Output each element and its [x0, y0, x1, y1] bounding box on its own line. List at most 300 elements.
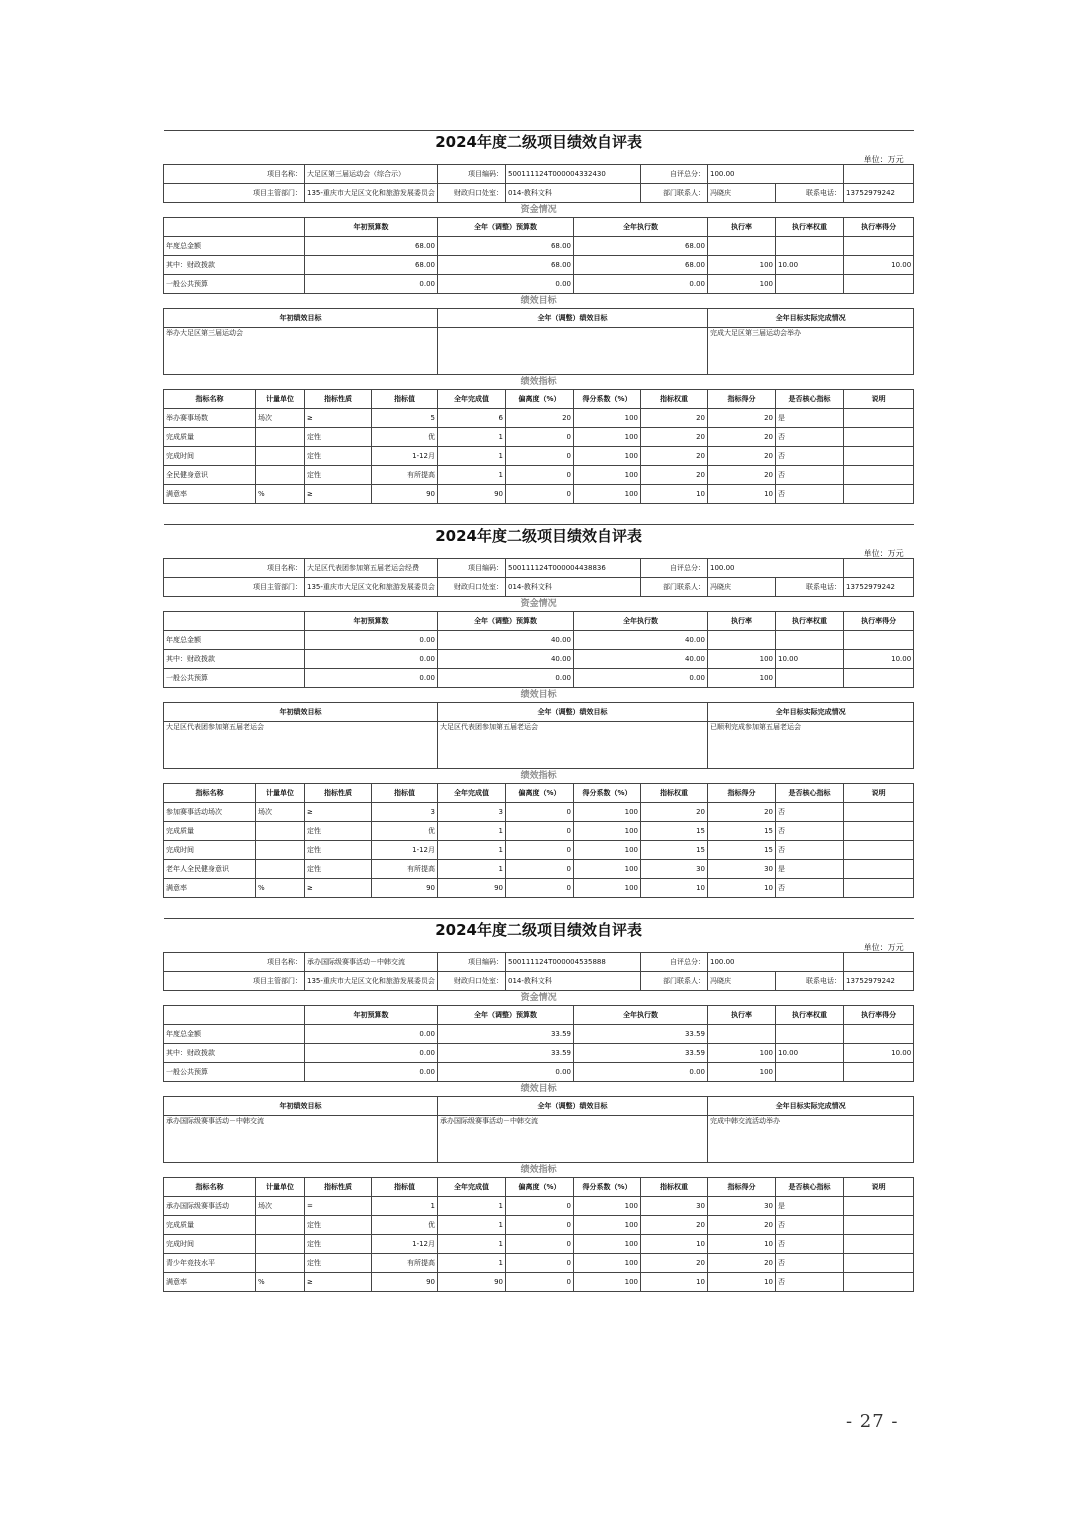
- indicator-cell: 满意率: [164, 879, 256, 898]
- indicator-cell: [844, 1197, 914, 1216]
- indicator-cell: 100: [574, 803, 641, 822]
- indicator-cell: 1: [372, 1197, 438, 1216]
- indicator-section-title: 绩效指标: [164, 1163, 914, 1178]
- dept-value: 135-重庆市大足区文化和旅游发展委员会: [305, 184, 438, 203]
- indicator-cell: 0: [506, 803, 574, 822]
- table-row: [164, 803, 914, 822]
- fund-value: 33.59: [574, 1025, 708, 1044]
- goal-text: 完成大足区第三届运动会举办: [708, 328, 914, 375]
- indicator-cell: [256, 447, 305, 466]
- table-row: [164, 428, 914, 447]
- indicator-cell: 20: [708, 1254, 776, 1273]
- indicator-cell: 否: [776, 428, 844, 447]
- fund-column-header: 执行率: [708, 218, 776, 237]
- indicator-cell: 0: [506, 841, 574, 860]
- indicator-cell: 0: [506, 1216, 574, 1235]
- indicator-column-header: 说明: [844, 390, 914, 409]
- indicator-cell: 10: [708, 879, 776, 898]
- goal-column-header: 全年（调整）绩效目标: [438, 309, 708, 328]
- indicator-cell: [844, 803, 914, 822]
- indicator-cell: 完成时间: [164, 447, 256, 466]
- indicator-cell: [844, 447, 914, 466]
- indicator-cell: 100: [574, 860, 641, 879]
- indicator-cell: 举办赛事场数: [164, 409, 256, 428]
- indicator-cell: 15: [708, 822, 776, 841]
- finance-office-value: 014-教科文科: [506, 578, 641, 597]
- fund-column-header: 执行率得分: [844, 218, 914, 237]
- fund-value: 40.00: [438, 631, 574, 650]
- fund-value: [844, 237, 914, 256]
- goal-column-header: 全年目标实际完成情况: [708, 309, 914, 328]
- fund-value: [776, 275, 844, 294]
- indicator-cell: 30: [641, 860, 708, 879]
- unit-label: 单位：万元: [863, 549, 904, 558]
- indicator-cell: 30: [708, 1197, 776, 1216]
- indicator-column-header: 指标名称: [164, 1178, 256, 1197]
- fund-column-header: 全年执行数: [574, 1006, 708, 1025]
- project-code-value: 500111124T000004332430: [506, 165, 641, 184]
- indicator-cell: 100: [574, 1254, 641, 1273]
- fund-value: 0.00: [574, 669, 708, 688]
- fund-row-label: 年度总金额: [164, 631, 305, 650]
- indicator-column-header: 说明: [844, 784, 914, 803]
- fund-column-header: 年初预算数: [305, 218, 438, 237]
- indicator-cell: 是: [776, 1197, 844, 1216]
- indicator-cell: 老年人全民健身意识: [164, 860, 256, 879]
- indicator-cell: 0: [506, 428, 574, 447]
- dept-label: 项目主管部门：: [164, 972, 305, 991]
- indicator-column-header: 全年完成值: [438, 784, 506, 803]
- project-code-label: 项目编码：: [438, 559, 506, 578]
- indicator-cell: 10: [641, 879, 708, 898]
- indicator-cell: 1: [438, 841, 506, 860]
- indicator-column-header: 是否核心指标: [776, 1178, 844, 1197]
- indicator-cell: 是: [776, 860, 844, 879]
- indicator-cell: 有所提高: [372, 860, 438, 879]
- fund-value: [776, 631, 844, 650]
- fund-value: 100: [708, 669, 776, 688]
- goal-column-header: 全年（调整）绩效目标: [438, 703, 708, 722]
- indicator-column-header: 计量单位: [256, 1178, 305, 1197]
- goal-text: 举办大足区第三届运动会: [164, 328, 438, 375]
- goal-column-header: 全年目标实际完成情况: [708, 703, 914, 722]
- contact-person-value: 冯晓庆: [708, 578, 776, 597]
- indicator-cell: 完成质量: [164, 1216, 256, 1235]
- indicator-column-header: 是否核心指标: [776, 390, 844, 409]
- fund-value: 100: [708, 650, 776, 669]
- goal-text: 已顺利完成参加第五届老运会: [708, 722, 914, 769]
- indicator-cell: 10: [641, 1235, 708, 1254]
- indicator-cell: 定性: [305, 466, 372, 485]
- indicator-cell: 1: [438, 1254, 506, 1273]
- project-name-label: 项目名称：: [164, 953, 305, 972]
- fund-column-header: 全年执行数: [574, 218, 708, 237]
- indicator-cell: 1-12月: [372, 447, 438, 466]
- indicator-cell: 定性: [305, 860, 372, 879]
- indicator-cell: ≥: [305, 485, 372, 504]
- indicator-cell: 0: [506, 485, 574, 504]
- indicator-cell: [844, 466, 914, 485]
- indicator-cell: 90: [372, 879, 438, 898]
- indicator-cell: 承办国际级赛事活动: [164, 1197, 256, 1216]
- finance-office-label: 财政归口处室：: [438, 972, 506, 991]
- fund-column-header: 全年（调整）预算数: [438, 1006, 574, 1025]
- fund-row-label: 年度总金额: [164, 1025, 305, 1044]
- indicator-cell: 20: [708, 409, 776, 428]
- fund-value: 100: [708, 275, 776, 294]
- fund-value: 0.00: [305, 1044, 438, 1063]
- indicator-column-header: 计量单位: [256, 784, 305, 803]
- indicator-cell: 1: [438, 1197, 506, 1216]
- fund-value: 68.00: [305, 256, 438, 275]
- indicator-cell: 15: [641, 841, 708, 860]
- indicator-column-header: 指标性质: [305, 784, 372, 803]
- indicator-cell: 90: [372, 1273, 438, 1292]
- indicator-cell: 1-12月: [372, 841, 438, 860]
- fund-value: 0.00: [305, 1063, 438, 1082]
- table-row: [164, 447, 914, 466]
- indicator-cell: 20: [641, 1216, 708, 1235]
- indicator-cell: [844, 841, 914, 860]
- indicator-column-header: 指标权重: [641, 784, 708, 803]
- project-name-value: 大足区代表团参加第五届老运会经费: [305, 559, 438, 578]
- indicator-cell: 0: [506, 1254, 574, 1273]
- fund-value: [776, 1063, 844, 1082]
- fund-header-blank: [164, 612, 305, 631]
- indicator-column-header: 全年完成值: [438, 1178, 506, 1197]
- fund-value: 0.00: [305, 275, 438, 294]
- indicator-column-header: 计量单位: [256, 390, 305, 409]
- indicator-cell: %: [256, 879, 305, 898]
- indicator-cell: [844, 485, 914, 504]
- indicator-cell: 100: [574, 1235, 641, 1254]
- indicator-column-header: 指标值: [372, 1178, 438, 1197]
- finance-office-label: 财政归口处室：: [438, 184, 506, 203]
- indicator-cell: 100: [574, 1216, 641, 1235]
- indicator-cell: 20: [708, 428, 776, 447]
- fund-value: [776, 1025, 844, 1044]
- goal-section-title: 绩效目标: [164, 1082, 914, 1097]
- indicator-cell: 否: [776, 1216, 844, 1235]
- indicator-column-header: 偏离度（%）: [506, 390, 574, 409]
- indicator-cell: 优: [372, 428, 438, 447]
- indicator-cell: 完成质量: [164, 822, 256, 841]
- table-row: [164, 466, 914, 485]
- table-row: [164, 860, 914, 879]
- indicator-cell: ≥: [305, 409, 372, 428]
- indicator-cell: 场次: [256, 1197, 305, 1216]
- fund-value: 68.00: [438, 237, 574, 256]
- fund-column-header: 年初预算数: [305, 612, 438, 631]
- indicator-cell: 90: [438, 1273, 506, 1292]
- indicator-column-header: 偏离度（%）: [506, 1178, 574, 1197]
- indicator-cell: 优: [372, 1216, 438, 1235]
- indicator-cell: ≥: [305, 1273, 372, 1292]
- form-title: 2024年度二级项目绩效自评表: [164, 525, 914, 550]
- table-row: [164, 1197, 914, 1216]
- indicator-cell: 100: [574, 428, 641, 447]
- indicator-cell: 90: [372, 485, 438, 504]
- indicator-cell: 0: [506, 466, 574, 485]
- indicator-cell: 20: [708, 803, 776, 822]
- indicator-cell: 优: [372, 822, 438, 841]
- form-title: 2024年度二级项目绩效自评表: [164, 919, 914, 944]
- indicator-cell: 否: [776, 1273, 844, 1292]
- goal-text: 承办国际级赛事活动－中韩交流: [438, 1116, 708, 1163]
- indicator-column-header: 指标得分: [708, 390, 776, 409]
- fund-value: 33.59: [574, 1044, 708, 1063]
- indicator-cell: 10: [708, 485, 776, 504]
- fund-value: 40.00: [438, 650, 574, 669]
- fund-row-label: 其中：财政拨款: [164, 650, 305, 669]
- fund-value: 0.00: [305, 1025, 438, 1044]
- indicator-column-header: 指标性质: [305, 1178, 372, 1197]
- phone-label: 联系电话：: [776, 972, 844, 991]
- fund-value: [844, 631, 914, 650]
- fund-value: 10.00: [844, 256, 914, 275]
- indicator-cell: 100: [574, 1197, 641, 1216]
- phone-value: 13752979242: [844, 184, 914, 203]
- contact-person-value: 冯晓庆: [708, 972, 776, 991]
- fund-row-label: 一般公共预算: [164, 1063, 305, 1082]
- indicator-cell: 定性: [305, 428, 372, 447]
- indicator-column-header: 指标权重: [641, 390, 708, 409]
- fund-value: 100: [708, 1044, 776, 1063]
- fund-section-title: 资金情况: [164, 203, 914, 218]
- indicator-cell: [844, 1254, 914, 1273]
- table-row: [164, 879, 914, 898]
- fund-row-label: 其中：财政拨款: [164, 256, 305, 275]
- indicator-cell: 100: [574, 879, 641, 898]
- indicator-cell: 定性: [305, 822, 372, 841]
- indicator-cell: 定性: [305, 1254, 372, 1273]
- indicator-cell: 20: [641, 409, 708, 428]
- fund-value: [708, 631, 776, 650]
- indicator-cell: 20: [641, 803, 708, 822]
- indicator-cell: %: [256, 485, 305, 504]
- indicator-cell: 否: [776, 447, 844, 466]
- indicator-cell: 20: [708, 1216, 776, 1235]
- fund-section-title: 资金情况: [164, 597, 914, 612]
- indicator-cell: 0: [506, 1197, 574, 1216]
- fund-value: [708, 1025, 776, 1044]
- indicator-column-header: 说明: [844, 1178, 914, 1197]
- indicator-column-header: 指标值: [372, 784, 438, 803]
- indicator-column-header: 偏离度（%）: [506, 784, 574, 803]
- indicator-section-title: 绩效指标: [164, 375, 914, 390]
- table-row: [164, 1235, 914, 1254]
- indicator-cell: 0: [506, 879, 574, 898]
- indicator-cell: 30: [641, 1197, 708, 1216]
- fund-value: 10.00: [844, 1044, 914, 1063]
- unit-label: 单位：万元: [863, 155, 904, 164]
- indicator-column-header: 指标名称: [164, 784, 256, 803]
- indicator-cell: 否: [776, 822, 844, 841]
- indicator-cell: 定性: [305, 1235, 372, 1254]
- table-row: [164, 1273, 914, 1292]
- indicator-cell: 满意率: [164, 1273, 256, 1292]
- indicator-cell: 青少年竞技水平: [164, 1254, 256, 1273]
- fund-value: [708, 237, 776, 256]
- indicator-cell: 10: [708, 1235, 776, 1254]
- fund-value: [844, 275, 914, 294]
- goal-column-header: 年初绩效目标: [164, 703, 438, 722]
- indicator-cell: 90: [438, 879, 506, 898]
- indicator-cell: [256, 1216, 305, 1235]
- dept-label: 项目主管部门：: [164, 184, 305, 203]
- indicator-cell: 否: [776, 1254, 844, 1273]
- fund-value: 0.00: [305, 669, 438, 688]
- indicator-cell: 是: [776, 409, 844, 428]
- fund-value: 68.00: [305, 237, 438, 256]
- indicator-cell: 有所提高: [372, 466, 438, 485]
- fund-value: 33.59: [438, 1044, 574, 1063]
- indicator-cell: 完成时间: [164, 841, 256, 860]
- indicator-cell: %: [256, 1273, 305, 1292]
- evaluation-form: [163, 918, 913, 1292]
- fund-value: 0.00: [305, 631, 438, 650]
- table-row: [164, 1216, 914, 1235]
- fund-section-title: 资金情况: [164, 991, 914, 1006]
- indicator-column-header: 指标得分: [708, 1178, 776, 1197]
- fund-column-header: 全年（调整）预算数: [438, 218, 574, 237]
- page-number: - 27 -: [846, 1411, 899, 1432]
- dept-value: 135-重庆市大足区文化和旅游发展委员会: [305, 972, 438, 991]
- indicator-cell: 完成时间: [164, 1235, 256, 1254]
- evaluation-form: [163, 524, 913, 898]
- goal-text: 承办国际级赛事活动－中韩交流: [164, 1116, 438, 1163]
- goal-column-header: 年初绩效目标: [164, 1097, 438, 1116]
- indicator-cell: 20: [506, 409, 574, 428]
- fund-value: 40.00: [574, 631, 708, 650]
- indicator-column-header: 全年完成值: [438, 390, 506, 409]
- project-name-label: 项目名称：: [164, 165, 305, 184]
- indicator-column-header: 得分系数（%）: [574, 390, 641, 409]
- indicator-cell: [256, 860, 305, 879]
- fund-row-label: 一般公共预算: [164, 669, 305, 688]
- indicator-cell: [844, 428, 914, 447]
- phone-label: 联系电话：: [776, 184, 844, 203]
- indicator-cell: [256, 822, 305, 841]
- indicator-column-header: 指标得分: [708, 784, 776, 803]
- fund-value: [776, 669, 844, 688]
- indicator-cell: 10: [641, 485, 708, 504]
- indicator-cell: 0: [506, 822, 574, 841]
- form-title: 2024年度二级项目绩效自评表: [164, 131, 914, 156]
- indicator-cell: 1: [438, 1216, 506, 1235]
- indicator-cell: 20: [641, 466, 708, 485]
- indicator-cell: [844, 822, 914, 841]
- indicator-cell: 1: [438, 860, 506, 879]
- fund-row-label: 年度总金额: [164, 237, 305, 256]
- empty-cell: [844, 165, 914, 184]
- dept-label: 项目主管部门：: [164, 578, 305, 597]
- goal-text: 完成中韩交流活动举办: [708, 1116, 914, 1163]
- fund-value: 40.00: [574, 650, 708, 669]
- goal-column-header: 全年目标实际完成情况: [708, 1097, 914, 1116]
- fund-column-header: 执行率权重: [776, 1006, 844, 1025]
- indicator-cell: 100: [574, 1273, 641, 1292]
- project-name-label: 项目名称：: [164, 559, 305, 578]
- indicator-column-header: 是否核心指标: [776, 784, 844, 803]
- indicator-cell: 1: [438, 466, 506, 485]
- fund-column-header: 执行率得分: [844, 1006, 914, 1025]
- project-code-label: 项目编码：: [438, 165, 506, 184]
- table-row: [164, 822, 914, 841]
- contact-person-value: 冯晓庆: [708, 184, 776, 203]
- indicator-column-header: 得分系数（%）: [574, 1178, 641, 1197]
- indicator-cell: 20: [641, 428, 708, 447]
- project-name-value: 承办国际级赛事活动－中韩交流: [305, 953, 438, 972]
- indicator-cell: 1-12月: [372, 1235, 438, 1254]
- indicator-cell: 90: [438, 485, 506, 504]
- indicator-column-header: 指标值: [372, 390, 438, 409]
- indicator-cell: 3: [372, 803, 438, 822]
- self-score-value: 100.00: [708, 559, 844, 578]
- table-row: [164, 1254, 914, 1273]
- indicator-cell: 1: [438, 822, 506, 841]
- indicator-column-header: 得分系数（%）: [574, 784, 641, 803]
- indicator-cell: 20: [708, 466, 776, 485]
- goal-text: 大足区代表团参加第五届老运会: [164, 722, 438, 769]
- indicator-cell: =: [305, 1197, 372, 1216]
- fund-value: [844, 669, 914, 688]
- indicator-cell: 100: [574, 822, 641, 841]
- indicator-column-header: 指标名称: [164, 390, 256, 409]
- indicator-cell: 参加赛事活动场次: [164, 803, 256, 822]
- goal-column-header: 全年（调整）绩效目标: [438, 1097, 708, 1116]
- indicator-cell: 0: [506, 860, 574, 879]
- evaluation-form: [163, 130, 913, 504]
- indicator-cell: 20: [641, 447, 708, 466]
- indicator-cell: [844, 409, 914, 428]
- fund-column-header: 执行率权重: [776, 612, 844, 631]
- indicator-cell: 0: [506, 447, 574, 466]
- indicator-cell: 定性: [305, 1216, 372, 1235]
- indicator-cell: [844, 1235, 914, 1254]
- indicator-cell: 1: [438, 447, 506, 466]
- indicator-cell: 100: [574, 409, 641, 428]
- fund-row-label: 一般公共预算: [164, 275, 305, 294]
- contact-person-label: 部门联系人：: [641, 184, 708, 203]
- indicator-cell: [256, 466, 305, 485]
- project-code-label: 项目编码：: [438, 953, 506, 972]
- indicator-column-header: 指标权重: [641, 1178, 708, 1197]
- fund-value: 0.00: [438, 669, 574, 688]
- indicator-cell: 否: [776, 1235, 844, 1254]
- indicator-cell: [256, 1254, 305, 1273]
- finance-office-label: 财政归口处室：: [438, 578, 506, 597]
- fund-row-label: 其中：财政拨款: [164, 1044, 305, 1063]
- self-score-value: 100.00: [708, 165, 844, 184]
- contact-person-label: 部门联系人：: [641, 578, 708, 597]
- indicator-cell: [844, 879, 914, 898]
- indicator-cell: 100: [574, 447, 641, 466]
- indicator-cell: ≥: [305, 879, 372, 898]
- fund-value: 68.00: [438, 256, 574, 275]
- indicator-cell: 100: [574, 466, 641, 485]
- finance-office-value: 014-教科文科: [506, 184, 641, 203]
- self-score-label: 自评总分：: [641, 559, 708, 578]
- indicator-cell: 有所提高: [372, 1254, 438, 1273]
- phone-label: 联系电话：: [776, 578, 844, 597]
- fund-value: 0.00: [305, 650, 438, 669]
- table-row: [164, 841, 914, 860]
- indicator-cell: [844, 1273, 914, 1292]
- indicator-cell: 10: [708, 1273, 776, 1292]
- dept-value: 135-重庆市大足区文化和旅游发展委员会: [305, 578, 438, 597]
- self-score-value: 100.00: [708, 953, 844, 972]
